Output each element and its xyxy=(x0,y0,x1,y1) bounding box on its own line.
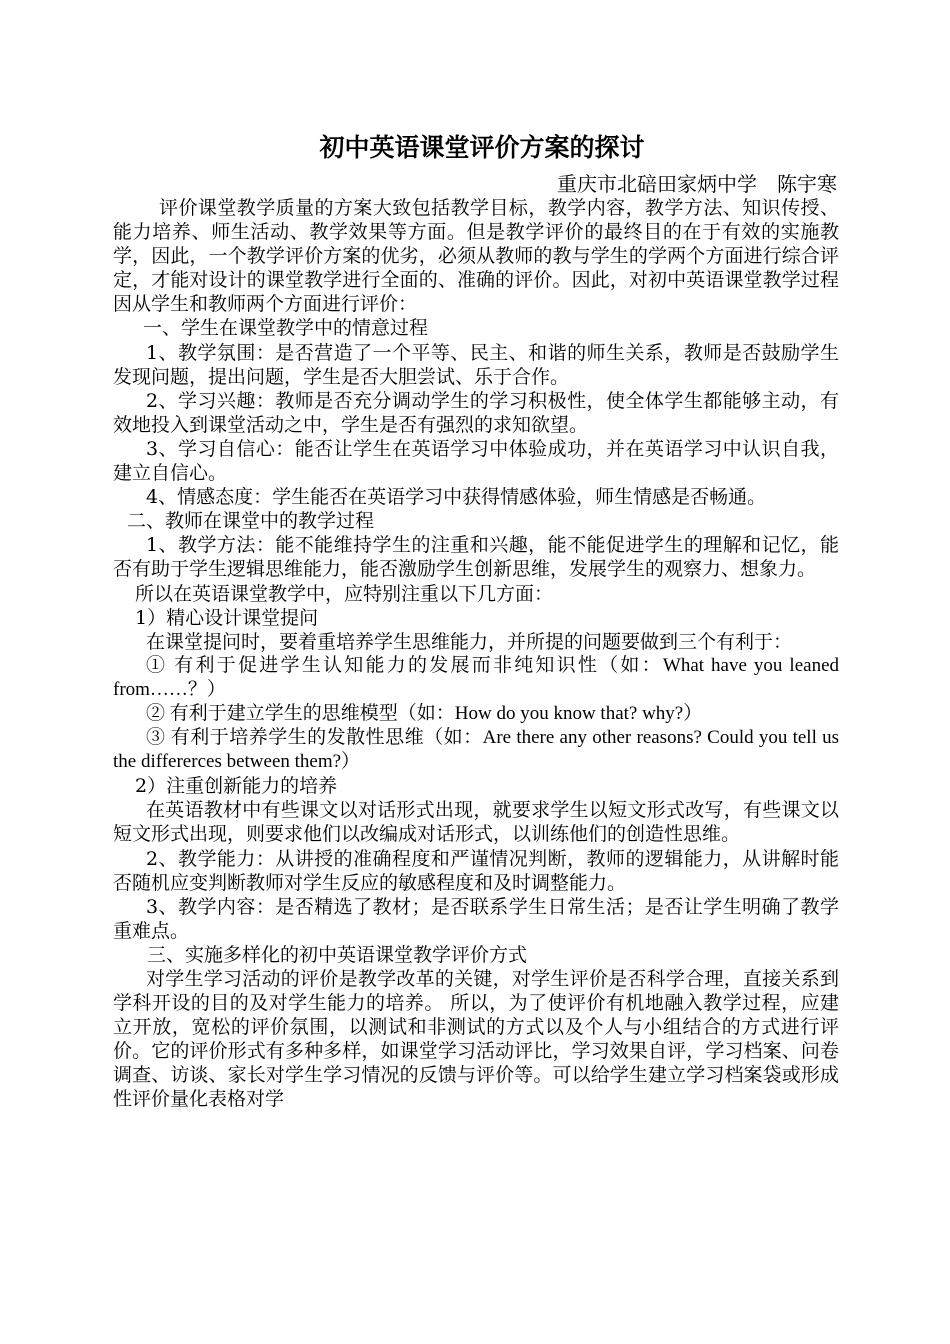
paragraph-2-note: 所以在英语课堂教学中，应特别注重以下几方面： xyxy=(135,582,554,605)
paragraph-2-3: 3、教学内容：是否精选了教材；是否联系学生日常生活；是否让学生明确了教学重难点。 xyxy=(113,895,839,942)
paragraph-2-2: 2、教学能力：从讲授的准确程度和严谨情况判断，教师的逻辑能力，从讲解时能否随机应变判断教师对学生反应的敏感程度和及时调整能力。 xyxy=(113,847,839,894)
subheading-2-1-1: 1）精心设计课堂提问 xyxy=(135,606,319,629)
paragraph-1-1: 1、教学氛围：是否营造了一个平等、民主、和谐的师生关系，教师是否鼓励学生发现问题，提出问题，学生是否大胆尝试、乐于合作。 xyxy=(113,341,839,388)
author-line: 重庆市北碚田家炳中学 陈宇寒 xyxy=(557,172,837,196)
paragraph-3: 对学生学习活动的评价是教学改革的关键，对学生评价是否科学合理，直接关系到学科开设的目的及对学生能力的培养。 所以，为了使评价有机地融入教学过程，应建立开放，宽松的评价氛围，以测试和非测试的方式以及个人与小组结合的方式进行评价。它的评价形式有多种多样，如课堂学习活动评比，学习效果自评，学习档案、问卷调查、访谈、家长对学生学习情况的反馈与评价等。可以给学生建立学习档案袋或形成性评价量化表格对学 xyxy=(113,968,839,1111)
section-heading-3: 三、实施多样化的初中英语课堂教学评价方式 xyxy=(147,943,528,966)
paragraph-1-2: 2、学习兴趣：教师是否充分调动学生的学习积极性，使全体学生都能够主动，有效地投入到课堂活动之中，学生是否有强烈的求知欲望。 xyxy=(113,389,839,436)
paragraph-1-4: 4、情感态度：学生能否在英语学习中获得情感体验，师生情感是否畅通。 xyxy=(146,486,767,509)
list-item-3: ③ 有利于培养学生的发散性思维（如：Are there any other reasons? Could you tell us the differerces between them?） xyxy=(113,727,839,773)
paragraph-1-3: 3、学习自信心：能否让学生在英语学习中体验成功，并在英语学习中认识自我，建立自信心。 xyxy=(113,437,839,485)
subheading-2-1-2: 2）注重创新能力的培养 xyxy=(135,775,338,798)
paragraph-intro: 评价课堂教学质量的方案大致包括教学目标，教学内容，教学方法、知识传授、能力培养、师生活动、教学效果等方面。但是教学评价的最终目的在于有效的实施教学，因此，一个教学评价方案的优劣，必须从教师的教与学生的学两个方面进行综合评定，才能对设计的课堂教学进行全面的、准确的评价。因此，对初中英语课堂教学过程因从学生和教师两个方面进行评价： xyxy=(113,197,839,316)
paragraph-2-1-1: 在课堂提问时，要着重培养学生思维能力，并所提的问题要做到三个有利于： xyxy=(146,630,793,653)
section-heading-2: 二、教师在课堂中的教学过程 xyxy=(127,510,375,533)
list-item-2: ② 有利于建立学生的思维模型（如：How do you know that? why?） xyxy=(146,702,703,724)
document-page xyxy=(113,128,839,1112)
paragraph-2-1: 1、教学方法：能不能维持学生的注重和兴趣，能不能促进学生的理解和记忆，能否有助于学生逻辑思维能力，能否激励学生创新思维，发展学生的观察力、想象力。 xyxy=(113,534,839,581)
section-heading-1: 一、学生在课堂教学中的情意过程 xyxy=(143,317,429,340)
document-title: 初中英语课堂评价方案的探讨 xyxy=(319,133,645,162)
paragraph-2-1-2: 在英语教材中有些课文以对话形式出现，就要求学生以短文形式改写，有些课文以短文形式出现，则要求他们以改编成对话形式，以训练他们的创造性思维。 xyxy=(113,799,839,846)
list-item-1: ① 有利于促进学生认知能力的发展而非纯知识性（如：What have you leaned from……？） xyxy=(113,654,839,700)
